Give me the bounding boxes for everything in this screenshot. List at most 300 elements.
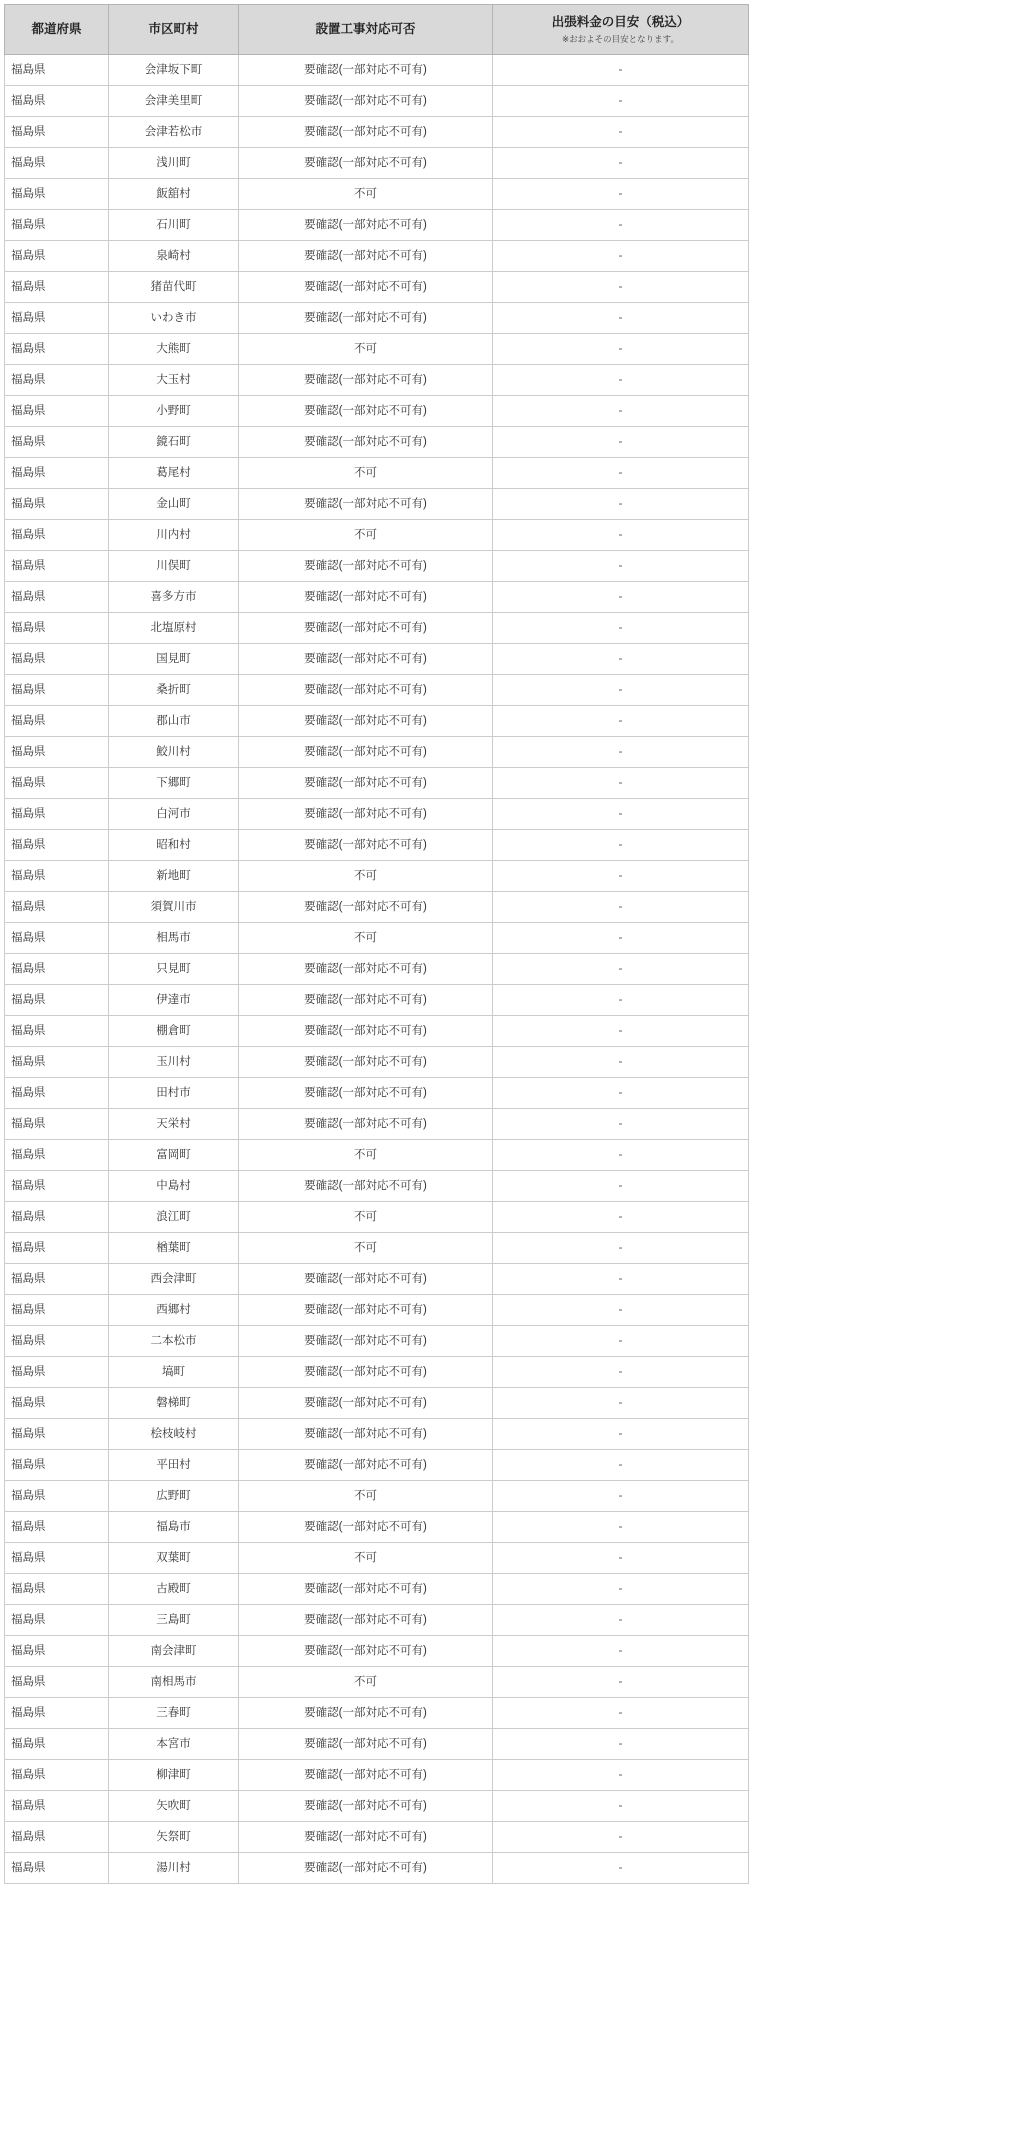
- table-body: [5, 55, 749, 1884]
- cell-availability: 要確認(一部対応不可有): [239, 1016, 493, 1047]
- cell-fee: -: [493, 799, 749, 830]
- cell-fee: -: [493, 1171, 749, 1202]
- cell-prefecture: 福島県: [5, 427, 109, 458]
- cell-fee: -: [493, 1388, 749, 1419]
- cell-availability: 要確認(一部対応不可有): [239, 551, 493, 582]
- cell-prefecture: 福島県: [5, 1419, 109, 1450]
- cell-prefecture: 福島県: [5, 737, 109, 768]
- cell-availability: 要確認(一部対応不可有): [239, 427, 493, 458]
- cell-availability: 要確認(一部対応不可有): [239, 241, 493, 272]
- cell-prefecture: 福島県: [5, 210, 109, 241]
- cell-prefecture: 福島県: [5, 1109, 109, 1140]
- cell-prefecture: 福島県: [5, 1233, 109, 1264]
- cell-fee: -: [493, 675, 749, 706]
- table-row: [5, 489, 749, 520]
- cell-availability: 要確認(一部対応不可有): [239, 1047, 493, 1078]
- table-row: [5, 1543, 749, 1574]
- table-row: [5, 1419, 749, 1450]
- cell-city: 田村市: [109, 1078, 239, 1109]
- cell-availability: 不可: [239, 179, 493, 210]
- cell-fee: -: [493, 768, 749, 799]
- cell-city: 平田村: [109, 1450, 239, 1481]
- cell-city: 泉崎村: [109, 241, 239, 272]
- cell-city: 国見町: [109, 644, 239, 675]
- table-row: [5, 1574, 749, 1605]
- cell-fee: -: [493, 520, 749, 551]
- cell-availability: 不可: [239, 1667, 493, 1698]
- table-header: [5, 5, 749, 55]
- cell-fee: -: [493, 1512, 749, 1543]
- cell-city: 古殿町: [109, 1574, 239, 1605]
- cell-fee: -: [493, 1109, 749, 1140]
- table-row: [5, 737, 749, 768]
- table-row: [5, 1636, 749, 1667]
- cell-availability: 要確認(一部対応不可有): [239, 1853, 493, 1884]
- cell-availability: 不可: [239, 1481, 493, 1512]
- cell-fee: -: [493, 334, 749, 365]
- cell-fee: -: [493, 1667, 749, 1698]
- table-row: [5, 582, 749, 613]
- cell-fee: -: [493, 1481, 749, 1512]
- cell-city: 白河市: [109, 799, 239, 830]
- cell-city: 鮫川村: [109, 737, 239, 768]
- cell-city: 川内村: [109, 520, 239, 551]
- cell-prefecture: 福島県: [5, 1636, 109, 1667]
- table-row: [5, 1667, 749, 1698]
- table-row: [5, 923, 749, 954]
- cell-availability: 要確認(一部対応不可有): [239, 1295, 493, 1326]
- cell-city: 飯舘村: [109, 179, 239, 210]
- cell-prefecture: 福島県: [5, 179, 109, 210]
- cell-fee: -: [493, 241, 749, 272]
- cell-fee: -: [493, 1450, 749, 1481]
- cell-prefecture: 福島県: [5, 1047, 109, 1078]
- cell-fee: -: [493, 830, 749, 861]
- cell-availability: 不可: [239, 923, 493, 954]
- cell-prefecture: 福島県: [5, 520, 109, 551]
- cell-fee: -: [493, 1326, 749, 1357]
- table-row: [5, 675, 749, 706]
- cell-availability: 要確認(一部対応不可有): [239, 1419, 493, 1450]
- cell-prefecture: 福島県: [5, 1295, 109, 1326]
- cell-availability: 要確認(一部対応不可有): [239, 1636, 493, 1667]
- table-row: [5, 1295, 749, 1326]
- table-row: [5, 86, 749, 117]
- table-row: [5, 799, 749, 830]
- cell-fee: -: [493, 1016, 749, 1047]
- cell-fee: -: [493, 737, 749, 768]
- table-row: [5, 303, 749, 334]
- cell-prefecture: 福島県: [5, 458, 109, 489]
- cell-prefecture: 福島県: [5, 241, 109, 272]
- cell-prefecture: 福島県: [5, 1729, 109, 1760]
- cell-fee: -: [493, 1698, 749, 1729]
- cell-prefecture: 福島県: [5, 582, 109, 613]
- cell-fee: -: [493, 1574, 749, 1605]
- cell-prefecture: 福島県: [5, 55, 109, 86]
- cell-fee: -: [493, 923, 749, 954]
- table-row: [5, 985, 749, 1016]
- cell-prefecture: 福島県: [5, 644, 109, 675]
- cell-prefecture: 福島県: [5, 489, 109, 520]
- cell-fee: -: [493, 86, 749, 117]
- cell-city: 昭和村: [109, 830, 239, 861]
- cell-city: 南相馬市: [109, 1667, 239, 1698]
- cell-availability: 要確認(一部対応不可有): [239, 1729, 493, 1760]
- cell-fee: -: [493, 1822, 749, 1853]
- cell-prefecture: 福島県: [5, 923, 109, 954]
- table-row: [5, 179, 749, 210]
- cell-fee: -: [493, 1760, 749, 1791]
- table-row: [5, 1078, 749, 1109]
- cell-fee: -: [493, 1605, 749, 1636]
- cell-city: 下郷町: [109, 768, 239, 799]
- cell-prefecture: 福島県: [5, 985, 109, 1016]
- cell-city: 只見町: [109, 954, 239, 985]
- cell-prefecture: 福島県: [5, 551, 109, 582]
- cell-prefecture: 福島県: [5, 1140, 109, 1171]
- cell-fee: -: [493, 1202, 749, 1233]
- installation-coverage-table: [4, 4, 749, 1884]
- cell-prefecture: 福島県: [5, 861, 109, 892]
- cell-prefecture: 福島県: [5, 1357, 109, 1388]
- cell-city: いわき市: [109, 303, 239, 334]
- table-row: [5, 861, 749, 892]
- cell-prefecture: 福島県: [5, 1512, 109, 1543]
- table-row: [5, 1698, 749, 1729]
- table-row: [5, 1450, 749, 1481]
- cell-fee: -: [493, 861, 749, 892]
- cell-availability: 不可: [239, 1202, 493, 1233]
- cell-city: 鏡石町: [109, 427, 239, 458]
- cell-prefecture: 福島県: [5, 768, 109, 799]
- cell-city: 須賀川市: [109, 892, 239, 923]
- table-row: [5, 1605, 749, 1636]
- cell-city: 天栄村: [109, 1109, 239, 1140]
- cell-prefecture: 福島県: [5, 830, 109, 861]
- table-row: [5, 1822, 749, 1853]
- cell-fee: -: [493, 489, 749, 520]
- cell-prefecture: 福島県: [5, 1605, 109, 1636]
- table-row: [5, 1171, 749, 1202]
- cell-fee: -: [493, 551, 749, 582]
- table-row: [5, 1140, 749, 1171]
- table-row: [5, 520, 749, 551]
- cell-city: 大玉村: [109, 365, 239, 396]
- cell-city: 小野町: [109, 396, 239, 427]
- cell-availability: 要確認(一部対応不可有): [239, 1388, 493, 1419]
- cell-fee: -: [493, 1853, 749, 1884]
- cell-fee: -: [493, 210, 749, 241]
- cell-city: 磐梯町: [109, 1388, 239, 1419]
- cell-city: 喜多方市: [109, 582, 239, 613]
- cell-fee: -: [493, 427, 749, 458]
- cell-availability: 要確認(一部対応不可有): [239, 1791, 493, 1822]
- cell-availability: 要確認(一部対応不可有): [239, 1357, 493, 1388]
- cell-prefecture: 福島県: [5, 1171, 109, 1202]
- column-header-fee-note: ※おおよその目安となります。: [562, 33, 679, 44]
- cell-city: 浅川町: [109, 148, 239, 179]
- table-row: [5, 272, 749, 303]
- table-row: [5, 1047, 749, 1078]
- table-row: [5, 117, 749, 148]
- cell-fee: -: [493, 396, 749, 427]
- cell-city: 矢祭町: [109, 1822, 239, 1853]
- cell-availability: 要確認(一部対応不可有): [239, 86, 493, 117]
- cell-availability: 不可: [239, 1140, 493, 1171]
- cell-availability: 要確認(一部対応不可有): [239, 365, 493, 396]
- cell-city: 双葉町: [109, 1543, 239, 1574]
- cell-prefecture: 福島県: [5, 1822, 109, 1853]
- cell-fee: -: [493, 1078, 749, 1109]
- cell-availability: 要確認(一部対応不可有): [239, 954, 493, 985]
- cell-city: 桑折町: [109, 675, 239, 706]
- table-row: [5, 396, 749, 427]
- cell-prefecture: 福島県: [5, 1264, 109, 1295]
- cell-availability: 要確認(一部対応不可有): [239, 892, 493, 923]
- cell-city: 大熊町: [109, 334, 239, 365]
- table-row: [5, 830, 749, 861]
- cell-prefecture: 福島県: [5, 1853, 109, 1884]
- cell-city: 会津坂下町: [109, 55, 239, 86]
- cell-fee: -: [493, 644, 749, 675]
- cell-prefecture: 福島県: [5, 1760, 109, 1791]
- cell-city: 伊達市: [109, 985, 239, 1016]
- table-row: [5, 1326, 749, 1357]
- table-row: [5, 706, 749, 737]
- cell-city: 本宮市: [109, 1729, 239, 1760]
- cell-availability: 要確認(一部対応不可有): [239, 706, 493, 737]
- cell-city: 北塩原村: [109, 613, 239, 644]
- cell-city: 金山町: [109, 489, 239, 520]
- cell-availability: 要確認(一部対応不可有): [239, 675, 493, 706]
- cell-fee: -: [493, 303, 749, 334]
- cell-city: 新地町: [109, 861, 239, 892]
- cell-fee: -: [493, 1140, 749, 1171]
- cell-availability: 要確認(一部対応不可有): [239, 1760, 493, 1791]
- cell-availability: 不可: [239, 1233, 493, 1264]
- cell-fee: -: [493, 1233, 749, 1264]
- cell-fee: -: [493, 1264, 749, 1295]
- cell-prefecture: 福島県: [5, 1481, 109, 1512]
- table-row: [5, 1016, 749, 1047]
- table-row: [5, 210, 749, 241]
- table-row: [5, 1264, 749, 1295]
- table-header-row: [5, 5, 749, 55]
- cell-prefecture: 福島県: [5, 706, 109, 737]
- cell-availability: 要確認(一部対応不可有): [239, 1450, 493, 1481]
- cell-city: 福島市: [109, 1512, 239, 1543]
- cell-fee: -: [493, 706, 749, 737]
- cell-availability: 要確認(一部対応不可有): [239, 1264, 493, 1295]
- cell-fee: -: [493, 1357, 749, 1388]
- cell-city: 二本松市: [109, 1326, 239, 1357]
- cell-city: 西郷村: [109, 1295, 239, 1326]
- cell-availability: 要確認(一部対応不可有): [239, 272, 493, 303]
- cell-city: 塙町: [109, 1357, 239, 1388]
- cell-city: 郡山市: [109, 706, 239, 737]
- cell-city: 玉川村: [109, 1047, 239, 1078]
- table-row: [5, 954, 749, 985]
- cell-fee: -: [493, 954, 749, 985]
- cell-fee: -: [493, 582, 749, 613]
- cell-fee: -: [493, 1729, 749, 1760]
- cell-availability: 不可: [239, 458, 493, 489]
- cell-fee: -: [493, 1047, 749, 1078]
- cell-availability: 不可: [239, 334, 493, 365]
- cell-city: 柳津町: [109, 1760, 239, 1791]
- cell-prefecture: 福島県: [5, 1698, 109, 1729]
- table-row: [5, 1388, 749, 1419]
- table-row: [5, 1481, 749, 1512]
- cell-city: 湯川村: [109, 1853, 239, 1884]
- cell-prefecture: 福島県: [5, 1202, 109, 1233]
- cell-availability: 要確認(一部対応不可有): [239, 613, 493, 644]
- table-row: [5, 334, 749, 365]
- cell-fee: -: [493, 1295, 749, 1326]
- table-row: [5, 55, 749, 86]
- cell-fee: -: [493, 1419, 749, 1450]
- cell-prefecture: 福島県: [5, 396, 109, 427]
- table-row: [5, 1357, 749, 1388]
- cell-availability: 要確認(一部対応不可有): [239, 644, 493, 675]
- cell-city: 相馬市: [109, 923, 239, 954]
- cell-fee: -: [493, 117, 749, 148]
- table-row: [5, 644, 749, 675]
- table-row: [5, 1512, 749, 1543]
- cell-fee: -: [493, 55, 749, 86]
- table-row: [5, 1202, 749, 1233]
- table-row: [5, 241, 749, 272]
- cell-city: 桧枝岐村: [109, 1419, 239, 1450]
- cell-city: 三島町: [109, 1605, 239, 1636]
- cell-fee: -: [493, 1636, 749, 1667]
- cell-availability: 要確認(一部対応不可有): [239, 55, 493, 86]
- cell-availability: 要確認(一部対応不可有): [239, 582, 493, 613]
- cell-prefecture: 福島県: [5, 148, 109, 179]
- cell-availability: 要確認(一部対応不可有): [239, 489, 493, 520]
- column-header-prefecture: 都道府県: [5, 5, 109, 55]
- cell-availability: 要確認(一部対応不可有): [239, 1698, 493, 1729]
- cell-city: 中島村: [109, 1171, 239, 1202]
- cell-availability: 要確認(一部対応不可有): [239, 1109, 493, 1140]
- table-row: [5, 1233, 749, 1264]
- cell-prefecture: 福島県: [5, 675, 109, 706]
- table-row: [5, 551, 749, 582]
- table-row: [5, 1729, 749, 1760]
- cell-prefecture: 福島県: [5, 613, 109, 644]
- cell-prefecture: 福島県: [5, 86, 109, 117]
- cell-fee: -: [493, 148, 749, 179]
- column-header-availability: 設置工事対応可否: [239, 5, 493, 55]
- cell-fee: -: [493, 458, 749, 489]
- cell-city: 会津若松市: [109, 117, 239, 148]
- cell-availability: 要確認(一部対応不可有): [239, 148, 493, 179]
- cell-city: 棚倉町: [109, 1016, 239, 1047]
- table-row: [5, 148, 749, 179]
- cell-city: 富岡町: [109, 1140, 239, 1171]
- cell-city: 石川町: [109, 210, 239, 241]
- cell-prefecture: 福島県: [5, 1326, 109, 1357]
- cell-city: 猪苗代町: [109, 272, 239, 303]
- cell-prefecture: 福島県: [5, 303, 109, 334]
- cell-availability: 要確認(一部対応不可有): [239, 768, 493, 799]
- table-row: [5, 1760, 749, 1791]
- cell-availability: 不可: [239, 1543, 493, 1574]
- cell-prefecture: 福島県: [5, 1791, 109, 1822]
- cell-fee: -: [493, 179, 749, 210]
- cell-availability: 要確認(一部対応不可有): [239, 1078, 493, 1109]
- cell-fee: -: [493, 1543, 749, 1574]
- table-row: [5, 892, 749, 923]
- cell-city: 川俣町: [109, 551, 239, 582]
- cell-prefecture: 福島県: [5, 365, 109, 396]
- cell-availability: 要確認(一部対応不可有): [239, 303, 493, 334]
- table-row: [5, 1109, 749, 1140]
- cell-availability: 要確認(一部対応不可有): [239, 396, 493, 427]
- table-row: [5, 768, 749, 799]
- cell-city: 西会津町: [109, 1264, 239, 1295]
- cell-availability: 要確認(一部対応不可有): [239, 117, 493, 148]
- cell-city: 会津美里町: [109, 86, 239, 117]
- cell-prefecture: 福島県: [5, 1388, 109, 1419]
- cell-availability: 要確認(一部対応不可有): [239, 1574, 493, 1605]
- cell-prefecture: 福島県: [5, 954, 109, 985]
- cell-availability: 要確認(一部対応不可有): [239, 830, 493, 861]
- table-row: [5, 1853, 749, 1884]
- cell-prefecture: 福島県: [5, 799, 109, 830]
- cell-availability: 要確認(一部対応不可有): [239, 737, 493, 768]
- cell-city: 矢吹町: [109, 1791, 239, 1822]
- cell-prefecture: 福島県: [5, 1450, 109, 1481]
- cell-fee: -: [493, 272, 749, 303]
- cell-prefecture: 福島県: [5, 1574, 109, 1605]
- column-header-fee-label: 出張料金の目安（税込）: [551, 15, 690, 29]
- cell-fee: -: [493, 1791, 749, 1822]
- cell-city: 浪江町: [109, 1202, 239, 1233]
- cell-prefecture: 福島県: [5, 334, 109, 365]
- cell-prefecture: 福島県: [5, 272, 109, 303]
- cell-prefecture: 福島県: [5, 1543, 109, 1574]
- cell-city: 南会津町: [109, 1636, 239, 1667]
- cell-city: 三春町: [109, 1698, 239, 1729]
- table-row: [5, 427, 749, 458]
- cell-fee: -: [493, 613, 749, 644]
- cell-city: 広野町: [109, 1481, 239, 1512]
- cell-availability: 要確認(一部対応不可有): [239, 1326, 493, 1357]
- table-row: [5, 613, 749, 644]
- cell-availability: 要確認(一部対応不可有): [239, 210, 493, 241]
- table-row: [5, 365, 749, 396]
- cell-city: 葛尾村: [109, 458, 239, 489]
- cell-fee: -: [493, 365, 749, 396]
- table-row: [5, 458, 749, 489]
- table-row: [5, 1791, 749, 1822]
- column-header-fee: [493, 5, 749, 55]
- cell-availability: 不可: [239, 861, 493, 892]
- cell-availability: 要確認(一部対応不可有): [239, 1822, 493, 1853]
- cell-availability: 要確認(一部対応不可有): [239, 1605, 493, 1636]
- cell-availability: 不可: [239, 520, 493, 551]
- cell-fee: -: [493, 892, 749, 923]
- cell-availability: 要確認(一部対応不可有): [239, 799, 493, 830]
- cell-availability: 要確認(一部対応不可有): [239, 985, 493, 1016]
- cell-prefecture: 福島県: [5, 1667, 109, 1698]
- cell-availability: 要確認(一部対応不可有): [239, 1171, 493, 1202]
- cell-availability: 要確認(一部対応不可有): [239, 1512, 493, 1543]
- cell-prefecture: 福島県: [5, 117, 109, 148]
- column-header-city: 市区町村: [109, 5, 239, 55]
